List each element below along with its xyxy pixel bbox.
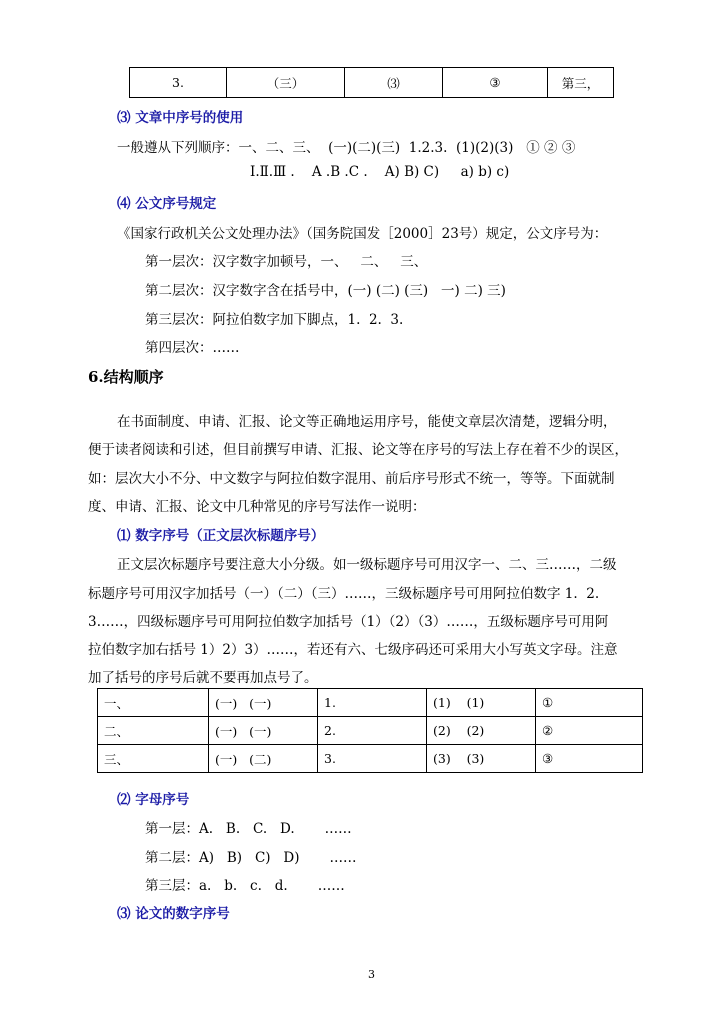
- official-level-1: 第一层次：汉字数字加顿号，一、 二、 三、: [145, 254, 428, 270]
- table-cell: （三）: [227, 68, 345, 98]
- sequence-order-line-1: 一般遵从下列顺序：一、二、三、 (一)(二)(三) 1.2.3. (1)(2)(3) ① ② ③: [117, 140, 576, 156]
- paragraph-line: 正文层次标题序号要注意大小分级。如一级标题序号可用汉字一、二、三……，二级: [117, 557, 617, 573]
- official-level-3: 第三层次：阿拉伯数字加下脚点，1. 2. 3.: [145, 312, 404, 328]
- table-row: [98, 717, 643, 745]
- number-sequence-table: [97, 688, 643, 773]
- heading-letter-sequence: ⑵ 字母序号: [117, 792, 190, 808]
- heading-number-sequence: ⑴ 数字序号（正文层次标题序号）: [117, 528, 325, 544]
- sequence-order-line-2: Ⅰ.Ⅱ.Ⅲ . A .B .C . A) B) C) a) b) c): [250, 164, 510, 180]
- heading-paper-number-sequence: ⑶ 论文的数字序号: [117, 906, 230, 922]
- letter-level-3: 第三层：a. b. c. d. ……: [145, 878, 345, 894]
- table-row: [130, 68, 614, 98]
- table-cell: 第三，: [548, 68, 614, 98]
- table-cell: (1) (1): [427, 689, 536, 717]
- official-level-4: 第四层次：……: [145, 340, 240, 356]
- paragraph-line: 加了括号的序号后就不要再加点号了。: [88, 670, 318, 686]
- letter-level-1: 第一层：A. B. C. D. ……: [145, 821, 352, 837]
- table-cell: ①: [536, 689, 643, 717]
- paragraph-line: 便于读者阅读和引述，但目前撰写申请、汇报、论文等在序号的写法上存在着不少的误区，: [88, 442, 628, 458]
- table-cell: ③: [443, 68, 548, 98]
- page-number: 3: [368, 968, 375, 981]
- heading-article-sequence: ⑶ 文章中序号的使用: [117, 110, 244, 126]
- official-level-2: 第二层次：汉字数字含在括号中，(一) (二) (三) 一) 二) 三): [145, 283, 506, 299]
- top-sequence-table: [129, 67, 614, 98]
- paragraph-line: 3……，四级标题序号可用阿拉伯数字加括号（1）（2）（3）……，五级标题序号可用阿: [88, 614, 609, 630]
- table-cell: (一) (一): [209, 689, 318, 717]
- paragraph-line: 拉伯数字加右括号 1）2）3）……，若还有六、七级序码还可采用大小写英文字母。注意: [88, 642, 618, 658]
- official-rule-intro: 《国家行政机关公文处理办法》（国务院国发［2000］23号）规定，公文序号为：: [117, 226, 608, 242]
- paragraph-line: 在书面制度、申请、汇报、论文等正确地运用序号，能使文章层次清楚，逻辑分明，: [117, 414, 617, 430]
- section-title-structure-order: 6.结构顺序: [88, 368, 164, 386]
- paragraph-line: 标题序号可用汉字加括号（一）（二）（三）……，三级标题序号可用阿拉伯数字 1. 2.: [88, 586, 600, 602]
- paragraph-line: 度、申请、汇报、论文中几种常见的序号写法作一说明：: [88, 499, 426, 515]
- table-cell: 三、: [98, 745, 209, 773]
- table-cell: (一) (二): [209, 745, 318, 773]
- table-cell: (2) (2): [427, 717, 536, 745]
- table-cell: ③: [536, 745, 643, 773]
- table-cell: 一、: [98, 689, 209, 717]
- table-cell: (一) (一): [209, 717, 318, 745]
- table-cell: 3.: [130, 68, 227, 98]
- table-row: [98, 745, 643, 773]
- table-cell: (3) (3): [427, 745, 536, 773]
- table-row: [98, 689, 643, 717]
- table-cell: 2.: [318, 717, 427, 745]
- table-cell: ⑶: [345, 68, 443, 98]
- table-cell: 3.: [318, 745, 427, 773]
- table-cell: ②: [536, 717, 643, 745]
- letter-level-2: 第二层：A) B) C) D) ……: [145, 850, 357, 866]
- heading-official-sequence: ⑷ 公文序号规定: [117, 196, 217, 212]
- paragraph-line: 如：层次大小不分、中文数字与阿拉伯数字混用、前后序号形式不统一，等等。下面就制: [88, 471, 615, 487]
- table-cell: 二、: [98, 717, 209, 745]
- table-cell: 1.: [318, 689, 427, 717]
